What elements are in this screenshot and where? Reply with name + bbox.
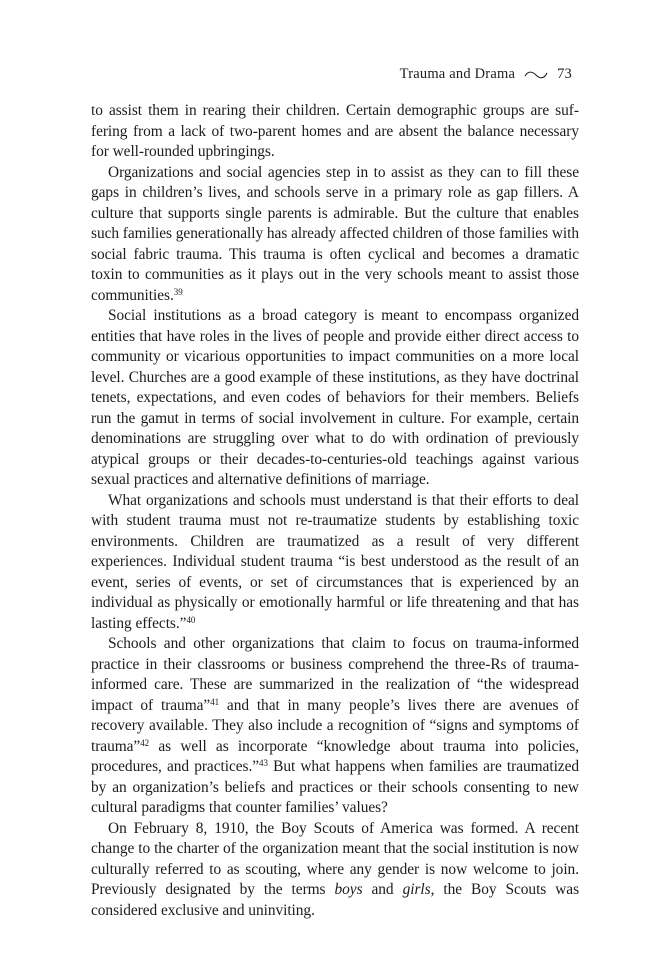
- paragraph-6: [91, 819, 579, 922]
- text-run: , the Boy Scouts was considered exclusive and uninviting.: [91, 881, 580, 919]
- body-text: [91, 101, 579, 921]
- text-run: and: [362, 881, 403, 898]
- swung-dash-ornament-icon: [524, 70, 548, 80]
- text-run: to assist them in rearing their children. Certain demographic groups are suffering from a lack of two-parent homes and are absent the balance necessary for well-rounded upbringings.: [91, 102, 579, 160]
- text-run: Organizations and social agencies step in to assist as they can to fill these gaps in children’s lives, and schools serve in a primary role as gap fillers. A culture that supports single parents is admirable. But the culture that enables such families generationally has already affected children of those families with social fabric trauma. This trauma is often cyclical and becomes a dramatic toxin to communities as it plays out in the very schools meant to assist those communities.: [91, 163, 579, 304]
- text-run: and that in many people’s lives there are avenues of recovery available. They also include a recognition of “signs and symptoms of trauma”: [91, 696, 580, 755]
- paragraph-2: [91, 163, 579, 307]
- running-title: Trauma and Drama: [399, 66, 516, 82]
- text-run: But what happens when families are traumatized by an organization’s beliefs and practices or their schools consenting to new cultural paradigms that counter families’ values?: [91, 758, 579, 816]
- footnote-marker: 39: [173, 286, 183, 297]
- page-number: 73: [557, 66, 572, 82]
- text-run: On February 8, 1910, the Boy Scouts of America was formed. A recent change to the charter of the organization meant that the social institution is now culturally referred to as scouting, where any gender is now welcome to join. Previously designated by the terms: [91, 819, 579, 898]
- italic-text: girls: [402, 881, 431, 898]
- text-run: Social institutions as a broad category is meant to encompass organized entities that have roles in the lives of people and provide either direct access to community or vicarious opportunities to impact communities on a more local level. Churches are a good example of these institutions, as they have doctrinal tenets, expectations, and even codes of behaviors for their members. Beliefs run the gamut in terms of social involvement in culture. For example, certain denominations are struggling over what to do with ordination of previously atypical groups or their decades-to-centuries-old teachings against various sexual practices and alternative definitions of marriage.: [91, 307, 579, 488]
- italic-text: boys: [334, 881, 363, 898]
- text-run: Schools and other organizations that claim to focus on trauma-informed practice in their classrooms or business comprehend the three-Rs of trauma-informed care. These are summarized in the realization of “the widespread impact of trauma”: [91, 635, 579, 714]
- paragraph-4: [91, 491, 579, 635]
- paragraph-3: [91, 306, 579, 491]
- running-head: [400, 66, 572, 83]
- footnote-marker: 40: [186, 614, 196, 625]
- footnote-marker: 43: [259, 758, 268, 768]
- paragraph-1: [91, 101, 579, 163]
- footnote-marker: 42: [140, 737, 150, 748]
- footnote-marker: 41: [210, 696, 220, 707]
- paragraph-5: [91, 634, 579, 819]
- text-run: as well as incorporate “knowledge about trauma into policies, procedures, and practices.”: [91, 737, 579, 775]
- text-run: What organizations and schools must understand is that their efforts to deal with student trauma must not re-traumatize students by establishing toxic environments. Children are traumatized as a result of very different experiences. Individual student trauma “is best understood as the result of an event, series of events, or set of circumstances that is experienced by an individual as physically or emotionally harmful or life threatening and that has lasting effects.”: [91, 491, 579, 632]
